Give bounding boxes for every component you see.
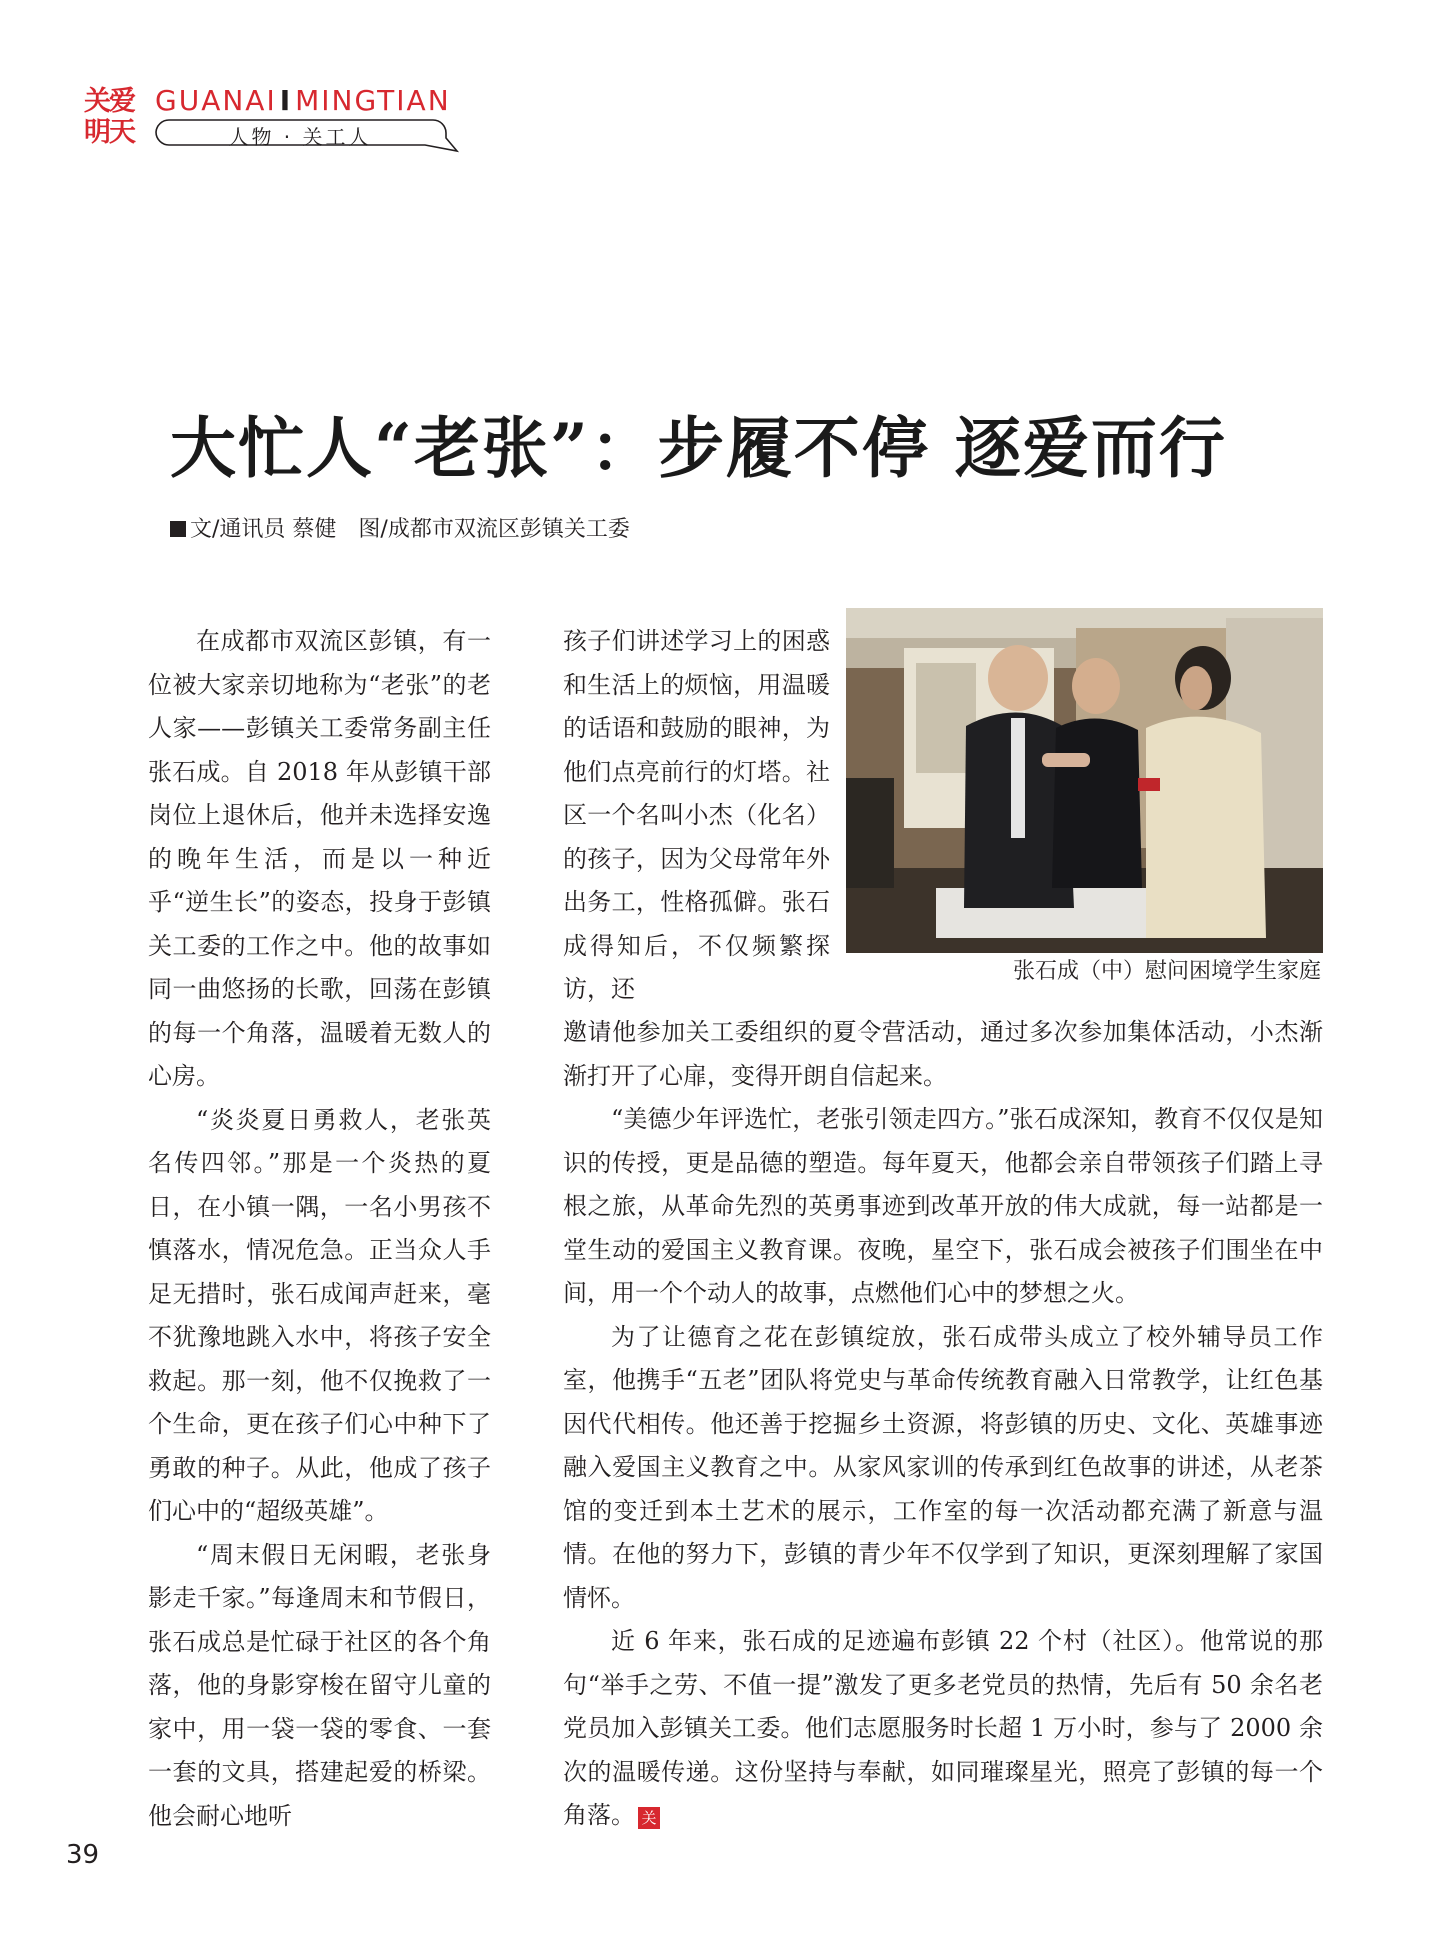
right-column-top (563, 620, 830, 1012)
paragraph: “炎炎夏日勇救人，老张英名传四邻。”那是一个炎热的夏日，在小镇一隅，一名小男孩不慎落水，情况危急。正当众人手足无措时，张石成闻声赶来，毫不犹豫地跳入水中，将孩子安全救起。那一刻，他不仅挽救了一个生命，更在孩子们心中种下了勇敢的种子。从此，他成了孩子们心中的“超级英雄”。 (148, 1105, 491, 1525)
paragraph-text: 近 6 年来，张石成的足迹遍布彭镇 22 个村（社区）。他常说的那句“举手之劳、不值一提”激发了更多老党员的热情，先后有 50 余名老党员加入彭镇关工委。他们志愿服务时长超 1 万小时，参与了 2000 余次的温暖传递。这份坚持与奉献，如同璀璨星光，照亮了彭镇的每一个角落。 (563, 1627, 1323, 1829)
article-photo (846, 608, 1323, 953)
paragraph-continued: 孩子们讲述学习上的困惑和生活上的烦恼，用温暖的话语和鼓励的眼神，为他们点亮前行的灯塔。社区一个名叫小杰（化名）的孩子，因为父母常年外出务工，性格孤僻。张石成得知后，不仅频繁探访，还 (563, 627, 830, 1003)
left-column (148, 620, 491, 1838)
right-column (563, 1011, 1323, 1838)
logo-line-2: 明天 (84, 117, 134, 148)
byline-photo-credit: 图/成都市双流区彭镇关工委 (358, 517, 630, 542)
brand-left: GUANAI (155, 84, 277, 117)
paragraph (563, 1620, 1323, 1838)
paragraph: “周末假日无闲暇，老张身影走千家。”每逢周末和节假日，张石成总是忙碌于社区的各个角落，他的身影穿梭在留守儿童的家中，用一袋一袋的零食、一套一套的文具，搭建起爱的桥梁。他会耐心地听 (148, 1540, 491, 1830)
brand-separator: I (279, 84, 293, 117)
logo-line-1: 关爱 (84, 86, 134, 117)
photo-caption: 张石成（中）慰问困境学生家庭 (1012, 959, 1321, 984)
article-title: 大忙人“老张”：步履不停 逐爱而行 (170, 409, 1227, 487)
byline-author: 文/通讯员 蔡健 (190, 517, 337, 542)
brand-wordmark (155, 86, 451, 116)
photo-illustration (846, 608, 1323, 953)
paragraph: 在成都市双流区彭镇，有一位被大家亲切地称为“老张”的老人家——彭镇关工委常务副主任张石成。自 2018 年从彭镇干部岗位上退休后，他并未选择安逸的晚年生活，而是以一种近乎“逆生长”的姿态，投身于彭镇关工委的工作之中。他的故事如同一曲悠扬的长歌，回荡在彭镇的每一个角落，温暖着无数人的心房。 (148, 627, 491, 1090)
paragraph: 为了让德育之花在彭镇绽放，张石成带头成立了校外辅导员工作室，他携手“五老”团队将党史与革命传统教育融入日常教学，让红色基因代代相传。他还善于挖掘乡土资源，将彭镇的历史、文化、英雄事迹融入爱国主义教育之中。从家风家训的传承到红色故事的讲述，从老茶馆的变迁到本土艺术的展示，工作室的每一次活动都充满了新意与温情。在他的努力下，彭镇的青少年不仅学到了知识，更深刻理解了家国情怀。 (563, 1322, 1323, 1612)
byline (170, 512, 630, 543)
section-label: 人物 · 关工人 (228, 125, 372, 149)
page-number: 39 (66, 1840, 100, 1870)
paragraph-continued: 邀请他参加关工委组织的夏令营活动，通过多次参加集体活动，小杰渐渐打开了心扉，变得开朗自信起来。 (563, 1018, 1323, 1090)
section-bubble (155, 118, 460, 154)
magazine-logo (84, 86, 144, 156)
end-mark-icon: 关 (638, 1807, 660, 1829)
brand-right: MINGTIAN (295, 84, 451, 117)
byline-square-icon (170, 521, 186, 537)
paragraph: “美德少年评选忙，老张引领走四方。”张石成深知，教育不仅仅是知识的传授，更是品德的塑造。每年夏天，他都会亲自带领孩子们踏上寻根之旅，从革命先烈的英勇事迹到改革开放的伟大成就，每一站都是一堂生动的爱国主义教育课。夜晚，星空下，张石成会被孩子们围坐在中间，用一个个动人的故事，点燃他们心中的梦想之火。 (563, 1105, 1323, 1307)
